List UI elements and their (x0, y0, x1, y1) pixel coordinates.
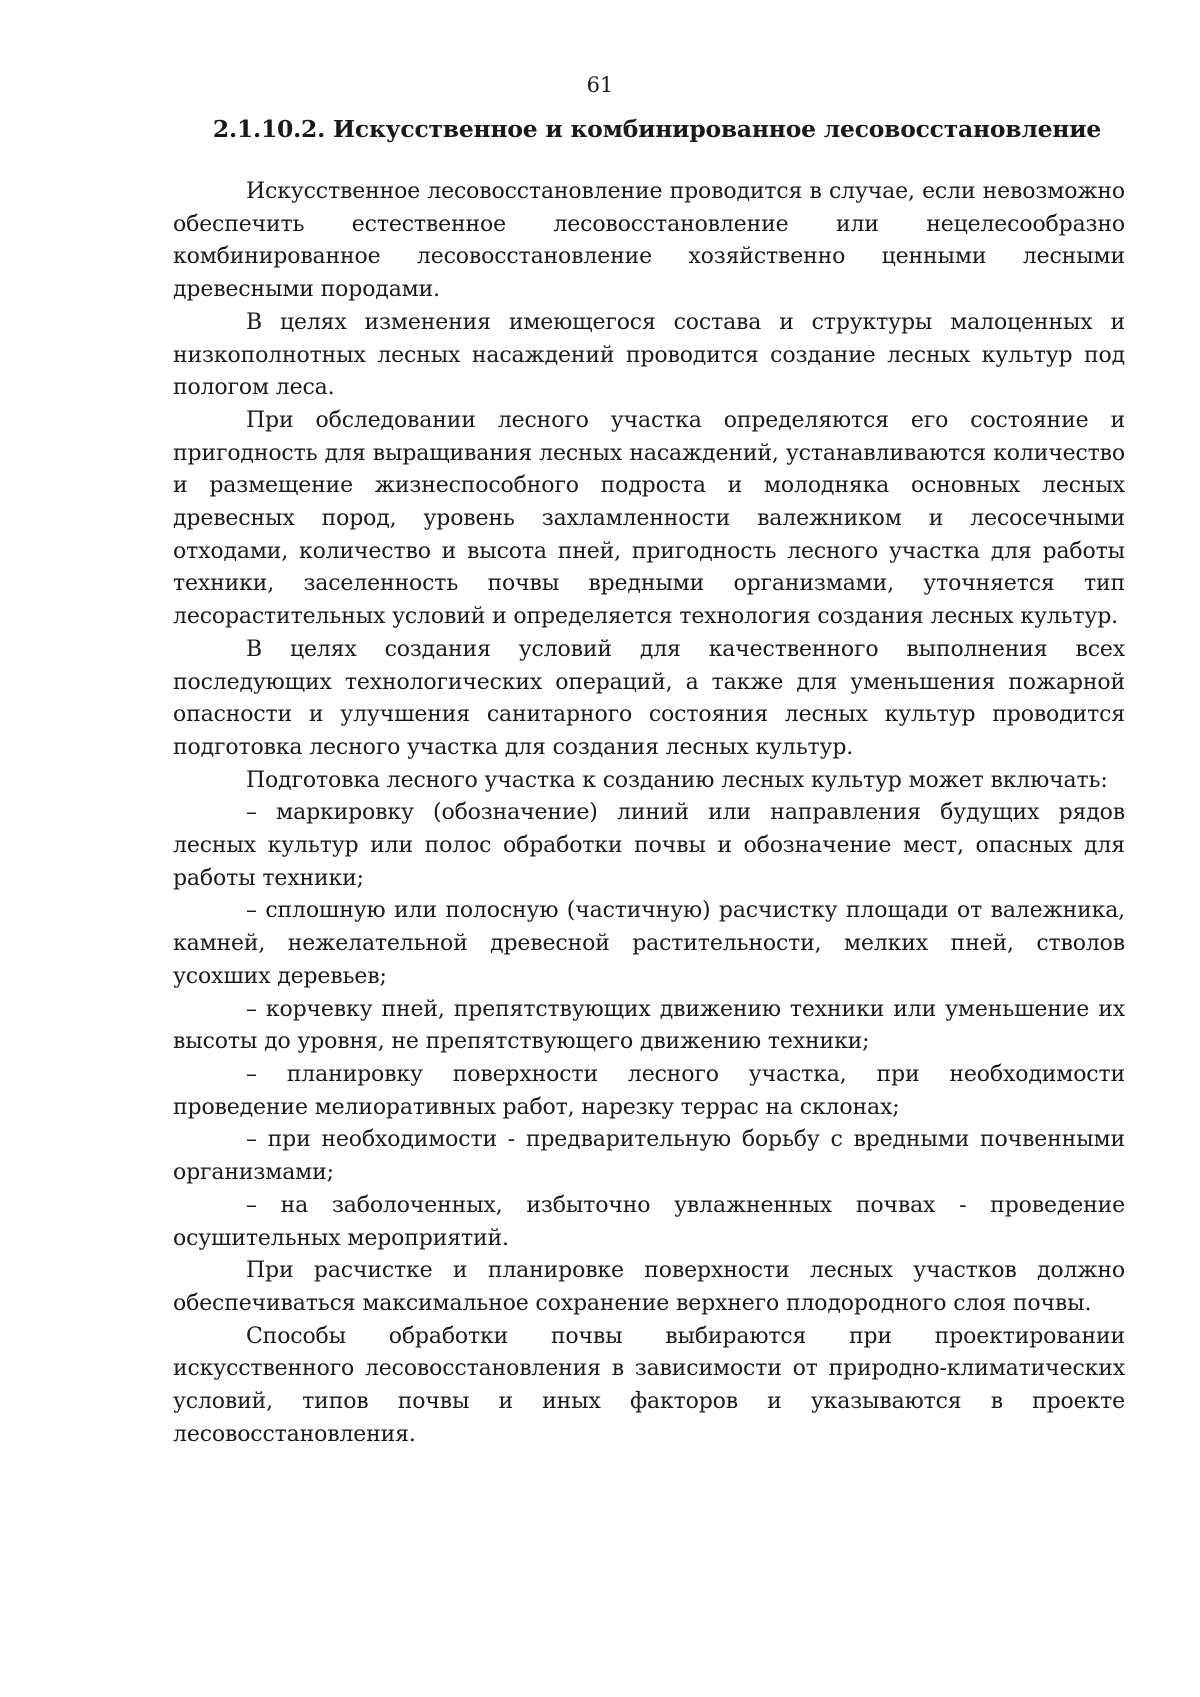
body-text (173, 176, 1125, 1451)
list-item-pest-control: – при необходимости - предварительную борьбу с вредными почвенными организмами; (173, 1127, 1125, 1186)
paragraph-preparation-purpose: В целях создания условий для качественного выполнения всех последующих технологических операций, а также для уменьшения пожарной опасности и улучшения санитарного состояния лесных культур проводится подготовка лесного участка для создания лесных культур. (173, 636, 1125, 760)
list-item-marking: – маркировку (обозначение) линий или направления будущих рядов лесных культур или полос обработки почвы и обозначение мест, опасных для работы техники; (173, 800, 1125, 891)
paragraph-preparation-includes: Подготовка лесного участка к созданию лесных культур может включать: (246, 767, 1108, 793)
paragraph-soil-treatment: Способы обработки почвы выбираются при проектировании искусственного лесовосстановления в зависимости от природно-климатических условий, типов почвы и иных факторов и указываются в проекте лесовосстановления. (173, 1323, 1125, 1447)
page-number: 61 (586, 73, 614, 97)
section-heading: 2.1.10.2. Искусственное и комбинированное лесовосстановление (212, 115, 1102, 143)
list-item-clearing: – сплошную или полосную (частичную) расчистку площади от валежника, камней, нежелательной древесной растительности, мелких пней, стволов усохших деревьев; (173, 898, 1125, 989)
list-item-drainage: – на заболоченных, избыточно увлажненных почвах - проведение осушительных мероприятий. (173, 1192, 1125, 1251)
paragraph-topsoil: При расчистке и планировке поверхности лесных участков должно обеспечиваться максимальное сохранение верхнего плодородного слоя почвы. (173, 1258, 1125, 1316)
paragraph-composition: В целях изменения имеющегося состава и структуры малоценных и низкополнотных лесных насаждений проводится создание лесных культур под пологом леса. (173, 309, 1125, 401)
paragraph-survey: При обследовании лесного участка определяются его состояние и пригодность для выращивания лесных насаждений, устанавливаются количество и размещение жизнеспособного подроста и молодняка основных лесных древесных пород, уровень захламленности валежником и лесосечными отходами, количество и высота пней, пригодность лесного участка для работы техники, заселенность почвы вредными организмами, уточняется тип лесорастительных условий и определяется технология создания лесных культур. (173, 407, 1125, 630)
list-item-stump-removal: – корчевку пней, препятствующих движению техники или уменьшение их высоты до уровня, не препятствующего движению техники; (173, 996, 1125, 1055)
list-item-leveling: – планировку поверхности лесного участка, при необходимости проведение мелиоративных работ, нарезку террас на склонах; (173, 1061, 1125, 1120)
paragraph-intro: Искусственное лесовосстановление проводится в случае, если невозможно обеспечить естественное лесовосстановление или нецелесообразно комбинированное лесовосстановление хозяйственно ценными лесными древесными породами. (173, 179, 1125, 303)
